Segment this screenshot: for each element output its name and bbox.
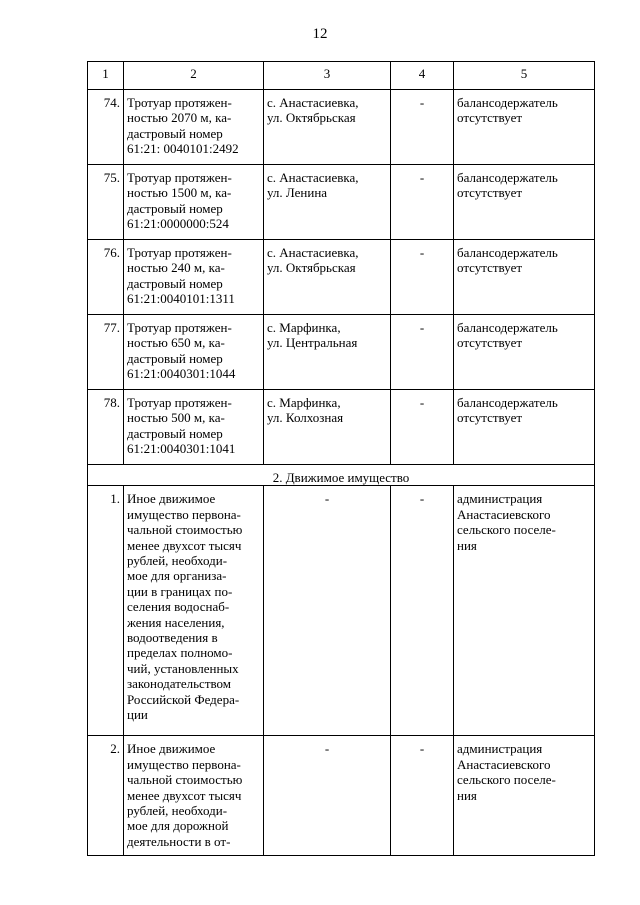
cell-line: ул. Колхозная: [267, 410, 344, 426]
cell-line: балансодержатель: [457, 170, 558, 185]
cell-line: 61:21:0040101:1311: [127, 291, 235, 307]
row-number: 77.: [88, 315, 124, 390]
cell-line: имущество первона-: [127, 506, 241, 522]
address-cell: -: [264, 736, 391, 856]
cell-line: Тротуар протяжен-: [127, 170, 232, 185]
cell-line: имущество первона-: [127, 756, 241, 772]
object-name-cell: [124, 240, 264, 315]
cell-line: ностью 1500 м, ка-: [127, 185, 232, 201]
column-header: 2: [124, 62, 264, 90]
cell-line: отсутствует: [457, 410, 523, 426]
cell-line: ния: [457, 537, 477, 553]
table-row: [88, 486, 595, 736]
cell-line: сельского поселе-: [457, 772, 556, 788]
column-4-cell: -: [391, 390, 454, 465]
cell-line: ул. Центральная: [267, 335, 358, 351]
cell-line: ния: [457, 787, 477, 803]
table-row: [88, 736, 595, 856]
balance-holder-cell: [454, 165, 595, 240]
cell-line: ул. Октябрьская: [267, 110, 356, 126]
cell-line: балансодержатель: [457, 245, 558, 260]
cell-line: жения населения,: [127, 614, 225, 630]
column-4-cell: -: [391, 736, 454, 856]
cell-line: дастровый номер: [127, 200, 223, 216]
cell-line: 61:21: 0040101:2492: [127, 141, 239, 157]
cell-line: ул. Ленина: [267, 185, 328, 201]
cell-line: отсутствует: [457, 260, 523, 276]
row-number: 1.: [88, 486, 124, 736]
cell-line: Иное движимое: [127, 741, 216, 757]
cell-line: пределах полномо-: [127, 645, 233, 661]
column-4-cell: -: [391, 240, 454, 315]
cell-line: менее двухсот тысяч: [127, 787, 242, 803]
cell-line: менее двухсот тысяч: [127, 537, 242, 553]
cell-line: рублей, необходи-: [127, 803, 228, 819]
cell-line: ностью 500 м, ка-: [127, 410, 225, 426]
cell-line: отсутствует: [457, 335, 523, 351]
cell-line: чальной стоимостью: [127, 522, 243, 538]
cell-line: дастровый номер: [127, 350, 223, 366]
cell-line: селения водоснаб-: [127, 599, 230, 615]
cell-line: деятельности в от-: [127, 833, 231, 849]
cell-line: Российской Федера-: [127, 691, 240, 707]
cell-line: 61:21:0040301:1044: [127, 366, 236, 382]
object-name-cell: [124, 486, 264, 736]
balance-holder-cell: [454, 90, 595, 165]
cell-line: ностью 240 м, ка-: [127, 260, 225, 276]
immovable-rows: [88, 90, 595, 465]
table-row: [88, 240, 595, 315]
cell-line: дастровый номер: [127, 275, 223, 291]
cell-line: 61:21:0040301:1041: [127, 441, 236, 457]
table-header-row: [88, 62, 595, 90]
movable-rows: [88, 486, 595, 856]
balance-holder-cell: [454, 390, 595, 465]
cell-line: балансодержатель: [457, 95, 558, 110]
cell-line: рублей, необходи-: [127, 553, 228, 569]
cell-line: сельского поселе-: [457, 522, 556, 538]
address-cell: -: [264, 486, 391, 736]
cell-line: мое для организа-: [127, 568, 227, 584]
cell-line: чий, установленных: [127, 660, 239, 676]
section-row: [88, 465, 595, 486]
cell-line: балансодержатель: [457, 395, 558, 410]
cell-line: Анастасиевского: [457, 756, 551, 772]
row-number: 2.: [88, 736, 124, 856]
cell-line: дастровый номер: [127, 425, 223, 441]
page-number: 12: [312, 26, 328, 42]
object-name-cell: [124, 165, 264, 240]
object-name-cell: [124, 736, 264, 856]
row-number: 75.: [88, 165, 124, 240]
object-name-cell: [124, 315, 264, 390]
column-header: 3: [264, 62, 391, 90]
cell-line: с. Марфинка,: [267, 395, 341, 410]
balance-holder-cell: [454, 736, 595, 856]
cell-line: Тротуар протяжен-: [127, 245, 232, 260]
address-cell: [264, 240, 391, 315]
column-header: 4: [391, 62, 454, 90]
address-cell: [264, 165, 391, 240]
table-row: [88, 390, 595, 465]
cell-line: с. Анастасиевка,: [267, 245, 359, 260]
address-cell: [264, 390, 391, 465]
cell-line: Анастасиевского: [457, 506, 551, 522]
row-number: 76.: [88, 240, 124, 315]
row-number: 74.: [88, 90, 124, 165]
table-row: [88, 90, 595, 165]
address-cell: [264, 90, 391, 165]
cell-line: ции в границах по-: [127, 583, 233, 599]
column-header: 1: [88, 62, 124, 90]
cell-line: отсутствует: [457, 185, 523, 201]
cell-line: водоотведения в: [127, 630, 218, 646]
balance-holder-cell: [454, 486, 595, 736]
cell-line: балансодержатель: [457, 320, 558, 335]
cell-line: Тротуар протяжен-: [127, 320, 232, 335]
cell-line: ул. Октябрьская: [267, 260, 356, 276]
object-name-cell: [124, 390, 264, 465]
column-4-cell: -: [391, 165, 454, 240]
cell-line: с. Анастасиевка,: [267, 95, 359, 110]
cell-line: ностью 2070 м, ка-: [127, 110, 232, 126]
cell-line: отсутствует: [457, 110, 523, 126]
table-row: [88, 315, 595, 390]
table-row: [88, 165, 595, 240]
column-4-cell: -: [391, 90, 454, 165]
cell-line: Тротуар протяжен-: [127, 395, 232, 410]
cell-line: с. Марфинка,: [267, 320, 341, 335]
section-title: 2. Движимое имущество: [88, 465, 595, 486]
column-4-cell: -: [391, 315, 454, 390]
cell-line: ностью 650 м, ка-: [127, 335, 225, 351]
balance-holder-cell: [454, 315, 595, 390]
row-number: 78.: [88, 390, 124, 465]
column-4-cell: -: [391, 486, 454, 736]
cell-line: дастровый номер: [127, 125, 223, 141]
property-registry-table: [87, 61, 595, 856]
address-cell: [264, 315, 391, 390]
cell-line: администрация: [457, 491, 543, 507]
cell-line: законодательством: [127, 676, 232, 692]
cell-line: администрация: [457, 741, 543, 757]
cell-line: 61:21:0000000:524: [127, 216, 229, 232]
cell-line: ции: [127, 707, 148, 723]
cell-line: мое для дорожной: [127, 818, 229, 834]
cell-line: чальной стоимостью: [127, 772, 243, 788]
cell-line: с. Анастасиевка,: [267, 170, 359, 185]
column-header: 5: [454, 62, 595, 90]
object-name-cell: [124, 90, 264, 165]
cell-line: Иное движимое: [127, 491, 216, 507]
balance-holder-cell: [454, 240, 595, 315]
cell-line: Тротуар протяжен-: [127, 95, 232, 110]
